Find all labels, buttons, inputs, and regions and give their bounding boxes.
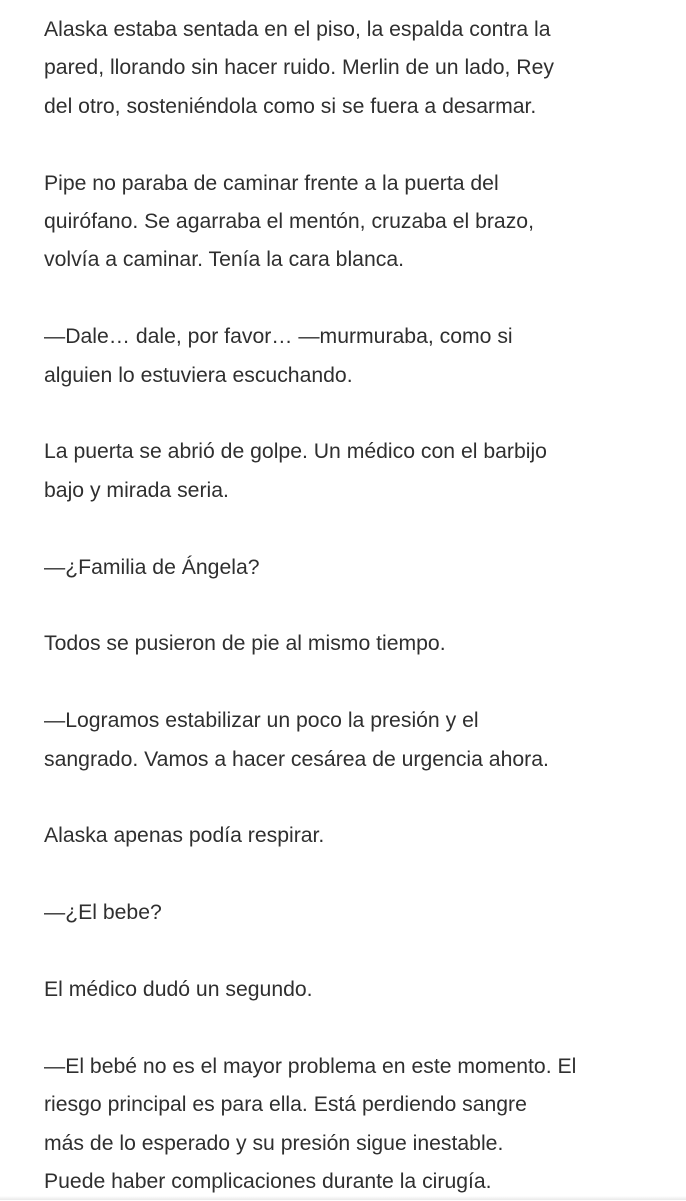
paragraph-3: —Dale… dale, por favor… —murmuraba, como si alguien lo estuviera escuchando. <box>44 325 513 387</box>
paragraph-8: Alaska apenas podía respirar. <box>44 824 325 848</box>
paragraph-5: —¿Familia de Ángela? <box>44 555 260 579</box>
paragraph-6: Todos se pusieron de pie al mismo tiempo. <box>44 632 446 656</box>
bottom-edge-divider <box>0 1196 686 1200</box>
paragraph-11: —El bebé no es el mayor problema en este momento. El riesgo principal es para ella. Está perdiendo sangre más de lo esperado y su presión sigue inestable. Puede haber complicaciones durante la cirugía. <box>44 1054 577 1194</box>
paragraph-1: Alaska estaba sentada en el piso, la espalda contra la pared, llorando sin hacer ruido. Merlin de un lado, Rey del otro, sosteniéndola como si se fuera a desarmar. <box>44 18 554 118</box>
paragraph-9: —¿El bebe? <box>44 901 162 925</box>
paragraph-4: La puerta se abrió de golpe. Un médico con el barbijo bajo y mirada seria. <box>44 440 547 502</box>
paragraph-7: —Logramos estabilizar un poco la presión y el sangrado. Vamos a hacer cesárea de urgencia ahora. <box>44 709 549 771</box>
paragraph-10: El médico dudó un segundo. <box>44 978 313 1002</box>
paragraph-2: Pipe no paraba de caminar frente a la puerta del quirófano. Se agarraba el mentón, cruzaba el brazo, volvía a caminar. Tenía la cara blanca. <box>44 171 534 272</box>
